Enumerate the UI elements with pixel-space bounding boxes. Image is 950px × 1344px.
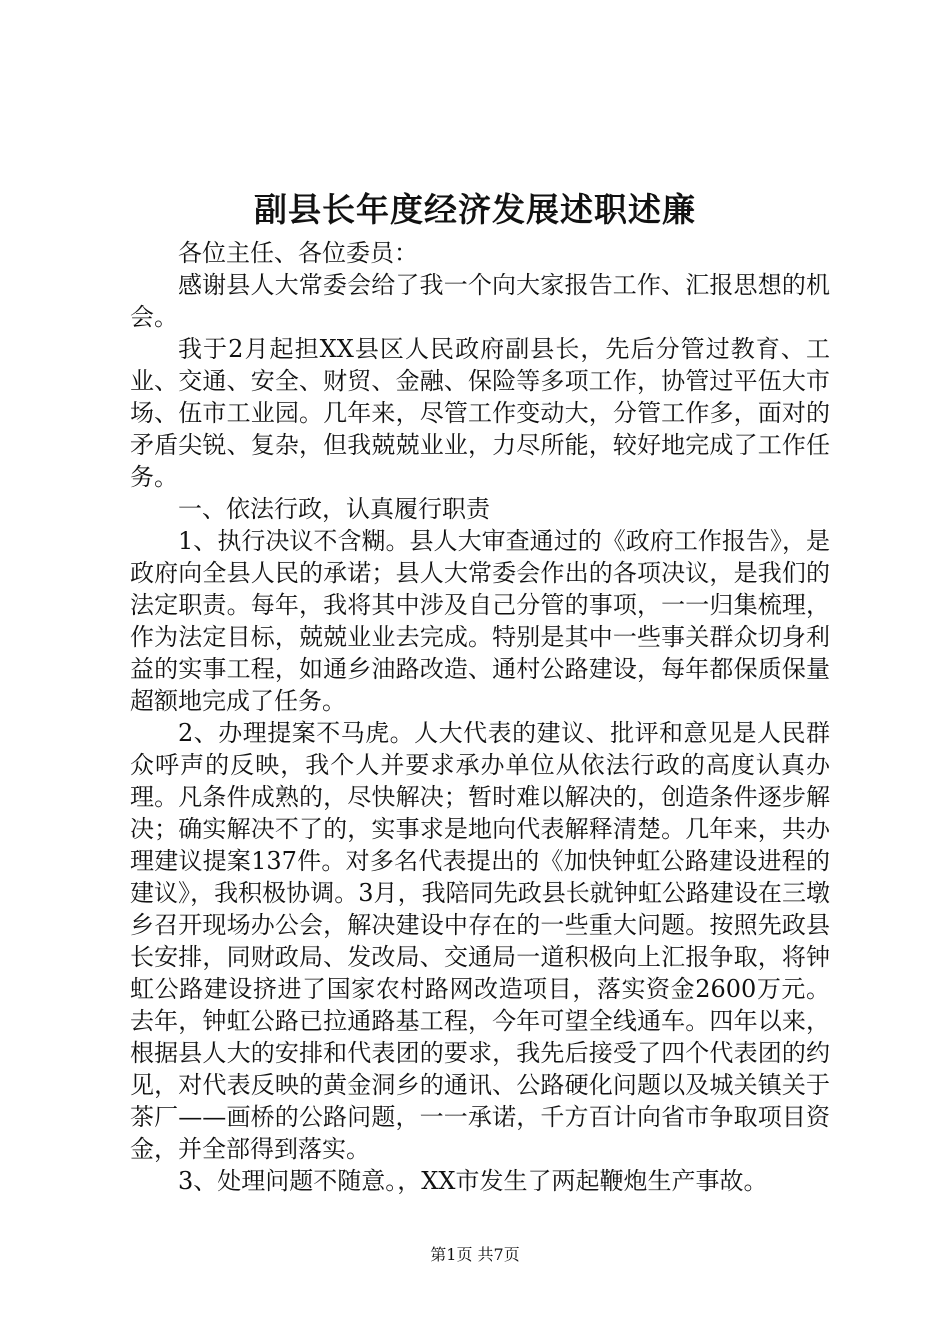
paragraph-item-1: 1、执行决议不含糊。县人大审查通过的《政府工作报告》，是政府向全县人民的承诺；县人大常委会作出的各项决议，是我们的法定职责。每年，我将其中涉及自己分管的事项，一一归集梳理，作为法定目标，兢兢业业去完成。特别是其中一些事关群众切身利益的实事工程，如通乡油路改造、通村公路建设，每年都保质保量超额地完成了任务。 <box>130 527 830 715</box>
document-body <box>130 237 830 1197</box>
document-title: 副县长年度经济发展述职述廉 <box>254 190 696 229</box>
salutation-paragraph: 各位主任、各位委员： <box>178 239 418 267</box>
paragraph-intro: 我于2月起担XX县区人民政府副县长，先后分管过教育、工业、交通、安全、财贸、金融、保险等多项工作，协管过平伍大市场、伍市工业园。几年来，尽管工作变动大，分管工作多，面对的矛盾尖锐、复杂，但我兢兢业业，力尽所能，较好地完成了工作任务。 <box>130 335 830 491</box>
page-number-footer: 第1页 共7页 <box>430 1245 520 1264</box>
paragraph-thanks: 感谢县人大常委会给了我一个向大家报告工作、汇报思想的机会。 <box>130 271 830 331</box>
paragraph-item-2: 2、办理提案不马虎。人大代表的建议、批评和意见是人民群众呼声的反映，我个人并要求承办单位从依法行政的高度认真办理。凡条件成熟的，尽快解决；暂时难以解决的，创造条件逐步解决；确实解决不了的，实事求是地向代表解释清楚。几年来，共办理建议提案137件。对多名代表提出的《加快钟虹公路建设进程的建议》，我积极协调。3月，我陪同先政县长就钟虹公路建设在三墩乡召开现场办公会，解决建设中存在的一些重大问题。按照先政县长安排，同财政局、发改局、交通局一道积极向上汇报争取，将钟虹公路建设挤进了国家农村路网改造项目，落实资金2600万元。去年，钟虹公路已拉通路基工程，今年可望全线通车。四年以来，根据县人大的安排和代表团的要求，我先后接受了四个代表团的约见，对代表反映的黄金洞乡的通讯、公路硬化问题以及城关镇关于茶厂——画桥的公路问题，一一承诺，千方百计向省市争取项目资金，并全部得到落实。 <box>130 719 830 1163</box>
section-heading-1: 一、依法行政，认真履行职责 <box>178 495 490 523</box>
paragraph-item-3: 3、处理问题不随意。，XX市发生了两起鞭炮生产事故。 <box>178 1167 768 1195</box>
